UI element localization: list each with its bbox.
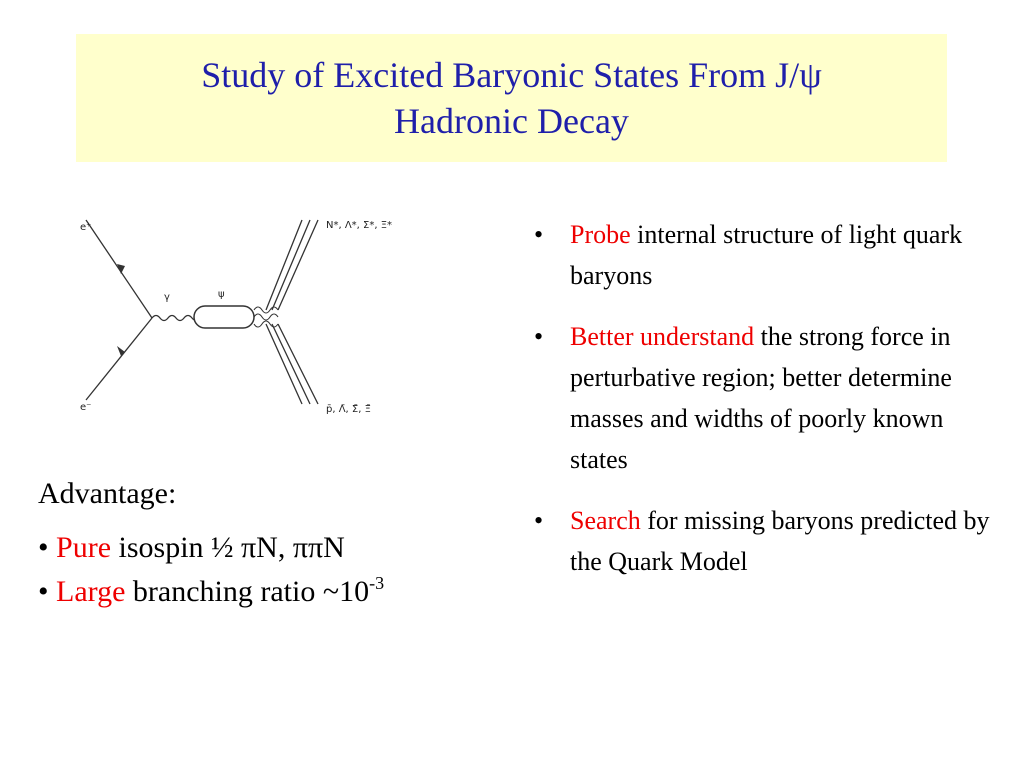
outgoing-antibaryon-lines <box>266 324 318 404</box>
bullet-list <box>530 214 1000 602</box>
advantage-text: branching ratio ~10 <box>125 575 370 608</box>
bullet-text: internal structure of light quark baryons <box>570 220 963 290</box>
bullet-item <box>530 500 1000 582</box>
advantage-bullet: • <box>38 575 49 608</box>
bullet-text: the strong force in perturbative region; better determine masses and widths of poorly known states <box>570 322 952 474</box>
e-minus-label: e⁻ <box>80 402 92 413</box>
bullet-marker: • <box>534 322 544 351</box>
bullet-marker: • <box>534 506 544 535</box>
top-products-label: N*, Λ*, Σ*, Ξ* <box>326 220 393 231</box>
advantage-item <box>38 570 384 614</box>
bullet-highlight: Better understand <box>570 322 755 351</box>
title-line-2: Hadronic Decay <box>394 101 629 141</box>
bullet-item <box>530 316 1000 480</box>
gamma-label: γ <box>164 292 170 303</box>
advantage-bullet: • <box>38 531 49 564</box>
bullet-marker: • <box>534 220 544 249</box>
psi-label: ψ <box>218 289 225 300</box>
advantage-text: isospin ½ πN, ππN <box>111 531 345 564</box>
advantage-highlight: Pure <box>56 531 112 564</box>
bullet-highlight: Probe <box>570 220 631 249</box>
bottom-products-label: p̄, Λ̄, Σ̄, Ξ̄ <box>326 404 371 415</box>
psi-blob <box>194 306 254 328</box>
e-plus-label: e⁺ <box>80 222 92 233</box>
e-minus-line <box>86 318 152 400</box>
advantage-item <box>38 526 384 570</box>
outgoing-baryon-lines <box>266 220 318 310</box>
bullet-item <box>530 214 1000 296</box>
feynman-diagram <box>66 200 446 435</box>
bullet-highlight: Search <box>570 506 641 535</box>
advantage-section <box>38 474 384 614</box>
e-plus-arrow <box>117 264 125 274</box>
bullet-text: for missing baryons predicted by the Quark Model <box>570 506 990 576</box>
advantage-highlight: Large <box>56 575 126 608</box>
advantage-exponent: -3 <box>369 573 385 593</box>
title-box <box>76 34 947 162</box>
title-line-1: Study of Excited Baryonic States From J/ψ <box>201 55 822 95</box>
advantage-title: Advantage: <box>38 477 177 510</box>
e-minus-arrow <box>117 346 125 356</box>
